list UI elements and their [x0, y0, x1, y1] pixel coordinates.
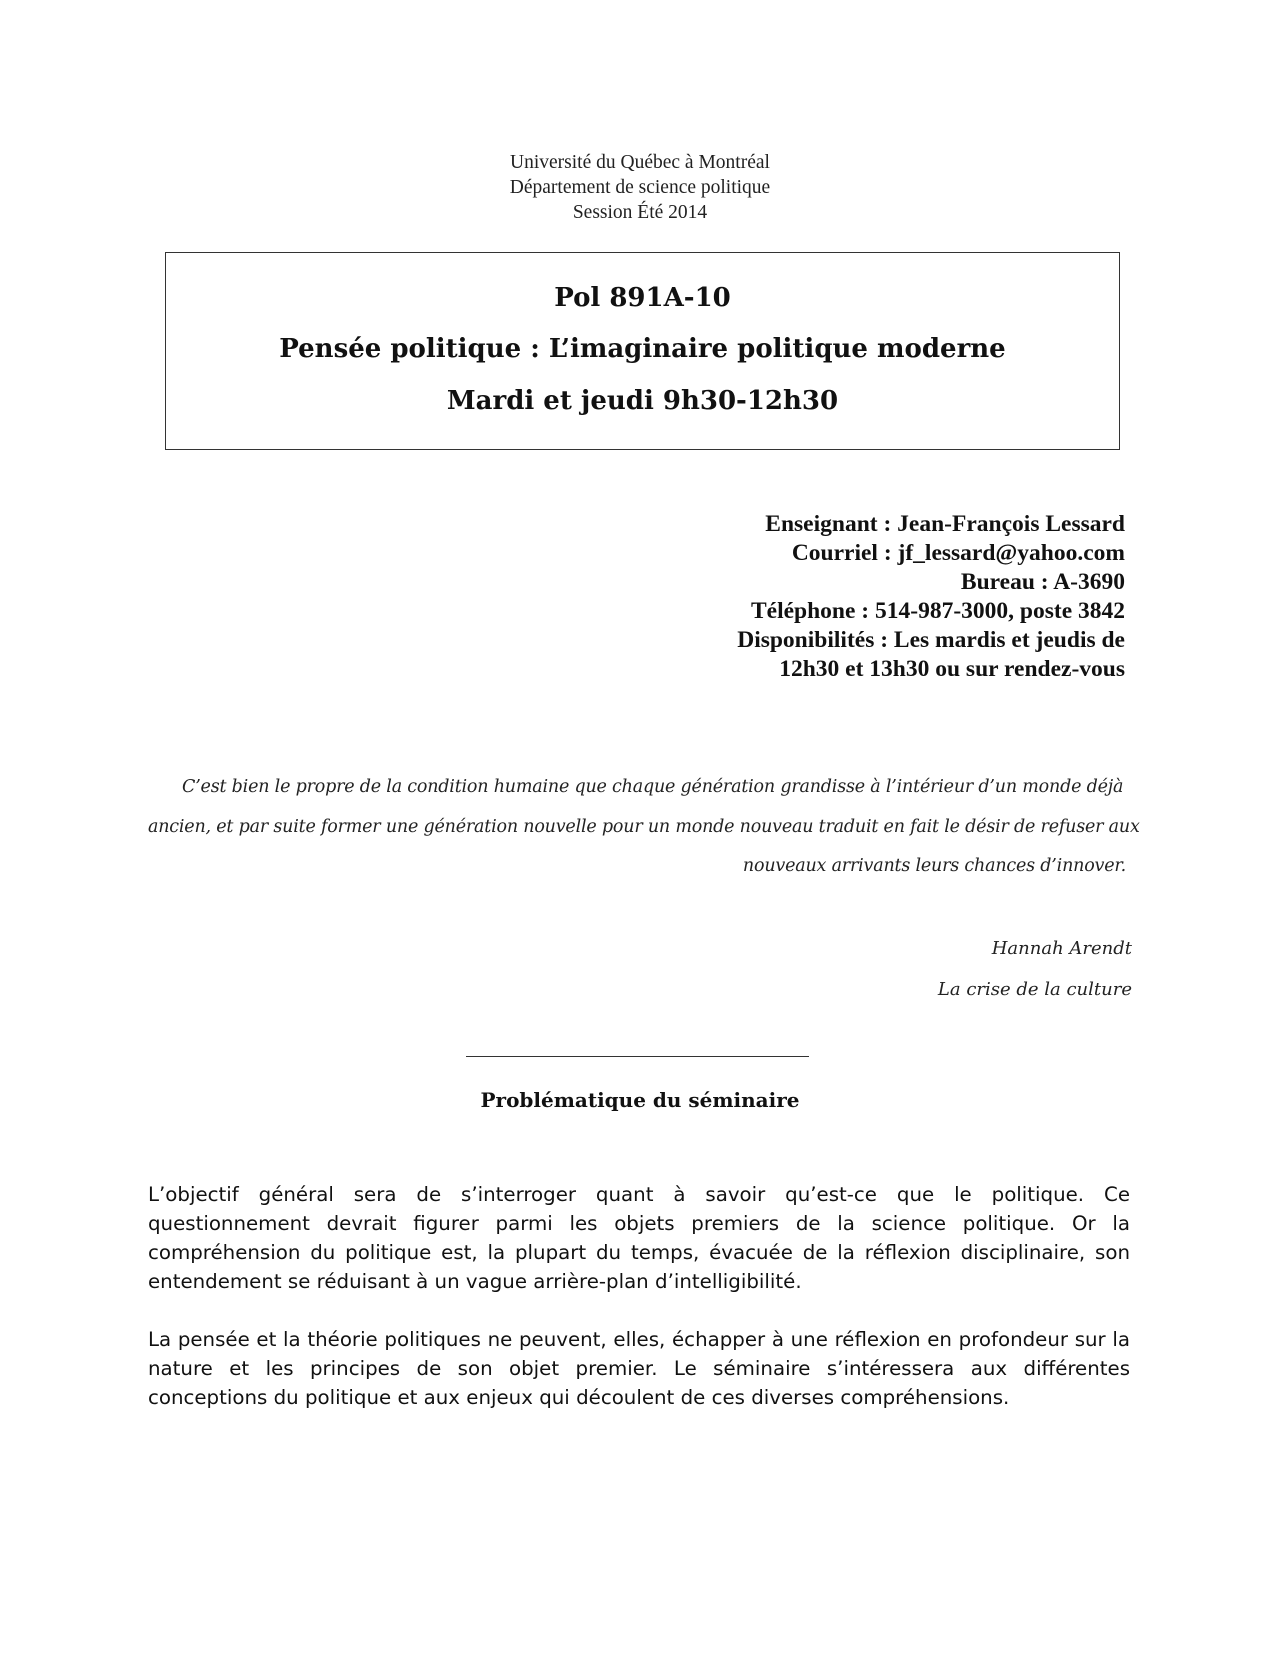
quote-line: C’est bien le propre de la condition humaine que chaque génération grandisse à l’intérieur d’un monde déjà [182, 777, 1124, 797]
institution-header [0, 150, 1280, 225]
teacher-name: Enseignant : Jean-François Lessard [765, 511, 1125, 537]
section-divider [466, 1056, 809, 1057]
section-heading: Problématique du séminaire [480, 1088, 800, 1112]
course-title-box [165, 252, 1120, 450]
department-name: Département de science politique [509, 177, 771, 198]
body-paragraph: La pensée et la théorie politiques ne peuvent, elles, échapper à une réflexion en profondeur sur la nature et les principes de son objet premier. Le séminaire s’intéressera aux différentes conceptions du politique et aux enjeux qui découlent de ces diverses compréhensions. [148, 1328, 1130, 1409]
teacher-phone: Téléphone : 514-987-3000, poste 3842 [750, 598, 1125, 624]
epigraph-quote [148, 768, 1140, 887]
teacher-availability-continued: 12h30 et 13h30 ou sur rendez-vous [779, 656, 1125, 682]
course-schedule: Mardi et jeudi 9h30-12h30 [446, 386, 839, 416]
teacher-office: Bureau : A-3690 [960, 569, 1125, 595]
teacher-availability: Disponibilités : Les mardis et jeudis de [737, 627, 1125, 653]
course-title: Pensée politique : L’imaginaire politique moderne [279, 334, 1006, 364]
university-name: Université du Québec à Montréal [510, 152, 770, 173]
body-paragraph: L’objectif général sera de s’interroger quant à savoir qu’est-ce que le politique. Ce questionnement devrait figurer parmi les objets premiers de la science politique. Or la compréhension du politique est, la plupart du temps, évacuée de la réflexion disciplinaire, son entendement se réduisant à un vague arrière-plan d’intelligibilité. [148, 1183, 1130, 1293]
quote-attribution [938, 928, 1132, 1010]
quote-line: nouveaux arrivants leurs chances d’innover. [742, 856, 1126, 876]
quote-author: Hannah Arendt [991, 938, 1132, 959]
quote-source: La crise de la culture [937, 979, 1132, 1000]
quote-line: ancien, et par suite former une génération nouvelle pour un monde nouveau traduit en fait le désir de refuser aux [148, 816, 1140, 837]
teacher-info [737, 510, 1125, 684]
course-code: Pol 891A-10 [554, 283, 731, 313]
session-label: Session Été 2014 [572, 202, 708, 223]
teacher-email: Courriel : jf_lessard@yahoo.com [791, 540, 1125, 566]
